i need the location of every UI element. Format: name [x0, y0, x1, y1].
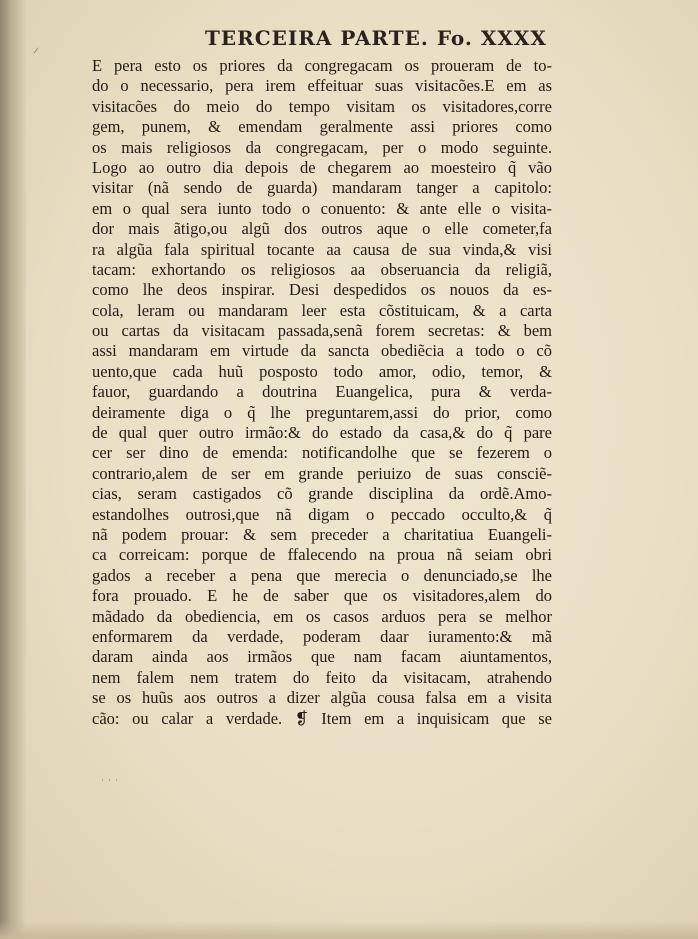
text-line: ra algũa fala spiritual tocante aa causa de sua vinda,& visi	[92, 239, 552, 259]
text-line: ca correicam: porque de ffalecendo na proua nã seiam obri	[92, 545, 552, 565]
text-line: gem, punem, & emendam geralmente assi priores como	[92, 117, 552, 137]
page-edge-shadow	[0, 921, 698, 939]
text-line: do o necessario, pera irem effeituar suas visitacões.E em as	[92, 76, 552, 96]
text-line: deiramente diga o q̃ lhe preguntarem,assi do prior, como	[92, 402, 552, 422]
text-line: enformarem da verdade, poderam daar iuramento:& mã	[92, 626, 552, 646]
text-line: Logo ao outro dia depois de chegarem ao moesteiro q̃ vão	[92, 157, 552, 177]
text-line: cão: ou calar a verdade. ❡ Item em a inquisicam que se	[92, 708, 552, 728]
text-line: os mais religiosos da congregacam, per o modo seguinte.	[92, 137, 552, 157]
text-line: se os huũs aos outros a dizer algũa cousa falsa em a visita	[92, 688, 552, 708]
text-line: fauor, guardando a doutrina Euangelica, pura & verda-	[92, 382, 552, 402]
margin-mark: ⸝	[30, 39, 41, 57]
text-line: como lhe deos inspirar. Desi despedidos os nouos da es-	[92, 280, 552, 300]
text-line: cola, leram ou mandaram leer esta cõstituicam, & a carta	[92, 300, 552, 320]
text-line: de qual quer outro irmão:& do estado da casa,& do q̃ pare	[92, 423, 552, 443]
text-line: mãdado da obediencia, em os casos arduos pera se melhor	[92, 606, 552, 626]
text-line: cer ser dino de emenda: notificandolhe que se fezerem o	[92, 443, 552, 463]
text-line: daram ainda aos irmãos que nam facam aiuntamentos,	[92, 647, 552, 667]
text-line: tacam: exhortando os religiosos aa obseruancia da religiã,	[92, 259, 552, 279]
running-header	[205, 26, 565, 50]
text-line: em o qual sera iunto todo o conuento: & ante elle o visita-	[92, 198, 552, 218]
text-line: estandolhes outrosi,que nã digam o peccado occulto,& q̃	[92, 504, 552, 524]
text-line: assi mandaram em virtude da sancta obediẽcia a todo o cõ	[92, 341, 552, 361]
text-line: dor mais ãtigo,ou algũ dos outros aque o elle cometer,fa	[92, 219, 552, 239]
text-line: ou cartas da visitacam passada,senã forem secretas: & bem	[92, 321, 552, 341]
body-text	[92, 56, 552, 729]
text-line: E pera esto os priores da congregacam os proueram de to-	[92, 56, 552, 75]
text-line: visitacões do meio do tempo visitam os visitadores,corre	[92, 96, 552, 116]
text-line: fora prouado. E he de saber que os visitadores,alem do	[92, 586, 552, 606]
text-line: visitar (nã sendo de guarda) mandaram tanger a capitolo:	[92, 178, 552, 198]
text-line: nem falem nem tratem do feito da visitacam, atrahendo	[92, 667, 552, 687]
text-line: contrario,alem de ser em grande periuizo de suas consciẽ-	[92, 463, 552, 483]
text-line: gados a receber a pena que merecia o denunciado,se lhe	[92, 565, 552, 585]
text-line: nã podem prouar: & sem preceder a charitatiua Euangeli-	[92, 524, 552, 544]
binding-gutter	[0, 0, 26, 939]
text-line: uento,que cada huũ posposto todo amor, odio, temor, &	[92, 361, 552, 381]
text-line: cias, seram castigados cõ grande disciplina da ordẽ.Amo-	[92, 484, 552, 504]
ink-smudge: ˙˙˙	[100, 779, 121, 790]
running-title: TERCEIRA PARTE.	[205, 26, 429, 50]
folio-number: Fo. XXXX	[436, 26, 547, 50]
